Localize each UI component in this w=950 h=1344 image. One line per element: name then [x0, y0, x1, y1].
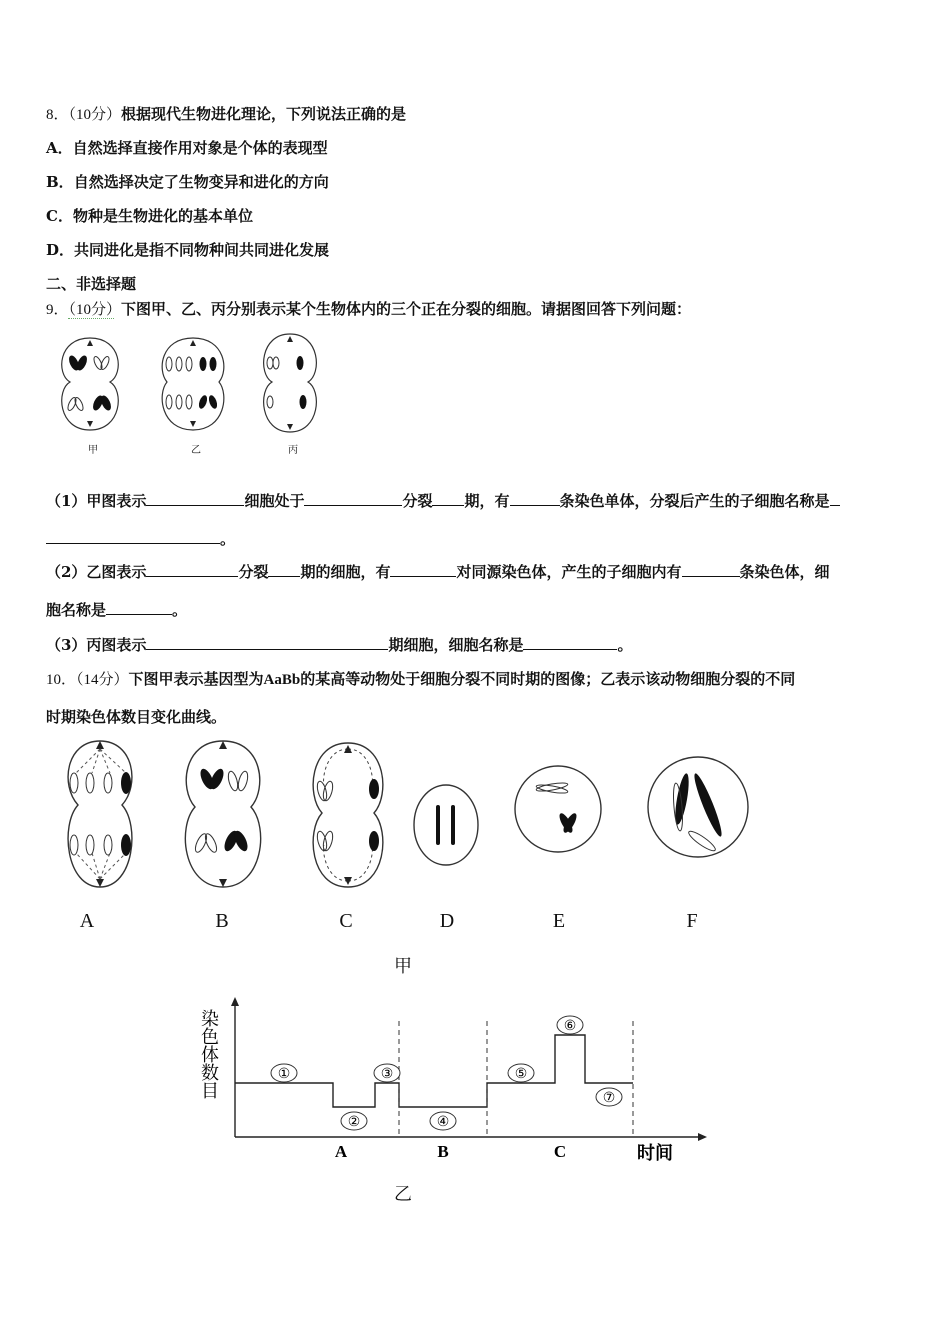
dotted-mark: [68, 318, 114, 319]
y-axis-label-char: 色: [201, 1027, 219, 1047]
y-axis-label: [201, 1009, 219, 1101]
y-axis-label-char: 体: [201, 1045, 219, 1065]
fig-label-bing: 丙: [288, 445, 298, 456]
q9-stem: 9．（10分）下图甲、乙、丙分别表示某个生物体内的三个正在分裂的细胞。请据图回答下列问题：: [46, 300, 692, 318]
q8-option-c: C．物种是生物进化的基本单位: [46, 207, 253, 225]
cell-bing: [264, 334, 317, 432]
q9-part3: （3）丙图表示 期细胞，细胞名称是 。: [46, 636, 633, 654]
stage-label: ⑥: [563, 1019, 577, 1034]
section-labels: [335, 1142, 566, 1161]
cell-f: [648, 757, 748, 857]
section-heading: 二、非选择题: [46, 275, 137, 293]
q8-option-d: D．共同进化是指不同物种间共同进化发展: [46, 241, 330, 259]
cell-c: [313, 743, 383, 887]
cell-e: [515, 766, 601, 852]
stage-labels: [271, 1016, 622, 1130]
section-label: A: [334, 1142, 348, 1161]
x-axis-arrow: [698, 1133, 707, 1141]
y-axis-label-char: 染: [201, 1009, 219, 1029]
q10-stem-cont: 时期染色体数目变化曲线。: [46, 708, 227, 726]
cell-label-d: D: [439, 910, 455, 932]
stage-label: ⑦: [602, 1091, 616, 1106]
q9-part2-cont: 胞名称是 。: [46, 601, 188, 619]
figure-title-yi: 乙: [394, 1184, 412, 1205]
q9-part1-cont: 。: [46, 528, 235, 549]
y-axis-label-char: 数: [201, 1063, 219, 1083]
section-label: B: [437, 1142, 449, 1161]
stage-label: ③: [380, 1067, 394, 1082]
q8-option-a: A．自然选择直接作用对象是个体的表现型: [46, 139, 328, 157]
q10-stem: 10．（14分）下图甲表示基因型为AaBb的某高等动物处于细胞分裂不同时期的图像；乙表示该动物细胞分裂的不同: [46, 670, 796, 688]
q8-stem: 8．（10分）根据现代生物进化理论，下列说法正确的是: [46, 105, 407, 123]
y-axis-label-char: 目: [201, 1081, 219, 1101]
q9-part2: （2）乙图表示 分裂 期的细胞，有 对同源染色体，产生的子细胞内有 条染色体，细: [46, 563, 830, 581]
fig-label-yi: 乙: [191, 445, 201, 456]
q8-option-b: B．自然选择决定了生物变异和进化的方向: [46, 173, 329, 191]
stage-label: ②: [347, 1115, 361, 1130]
stage-label: ①: [277, 1067, 291, 1082]
figure-title-jia: 甲: [394, 956, 412, 977]
cell-yi: [162, 338, 224, 430]
cell-jia: [62, 338, 119, 430]
cell-label-e: E: [552, 910, 566, 932]
q10-cell-figures: [48, 735, 768, 905]
cell-a: [68, 741, 132, 887]
chromosome-chart: [195, 995, 715, 1165]
cell-label-a: A: [79, 910, 95, 932]
q9-cell-figures: [48, 330, 338, 440]
q9-part1: （1）甲图表示 细胞处于 分裂 期，有 条染色单体，分裂后产生的子细胞名称是: [46, 490, 840, 511]
section-label: C: [553, 1142, 567, 1161]
cell-label-b: B: [215, 910, 229, 932]
x-axis-label: 时间: [637, 1143, 673, 1163]
cell-b: [185, 741, 260, 887]
fig-label-jia: 甲: [88, 445, 98, 456]
cell-d: [414, 785, 478, 865]
cell-label-f: F: [686, 910, 698, 932]
cell-label-c: C: [339, 910, 353, 932]
y-axis-arrow: [231, 997, 239, 1006]
stage-label: ④: [436, 1115, 450, 1130]
stage-label: ⑤: [514, 1067, 528, 1082]
